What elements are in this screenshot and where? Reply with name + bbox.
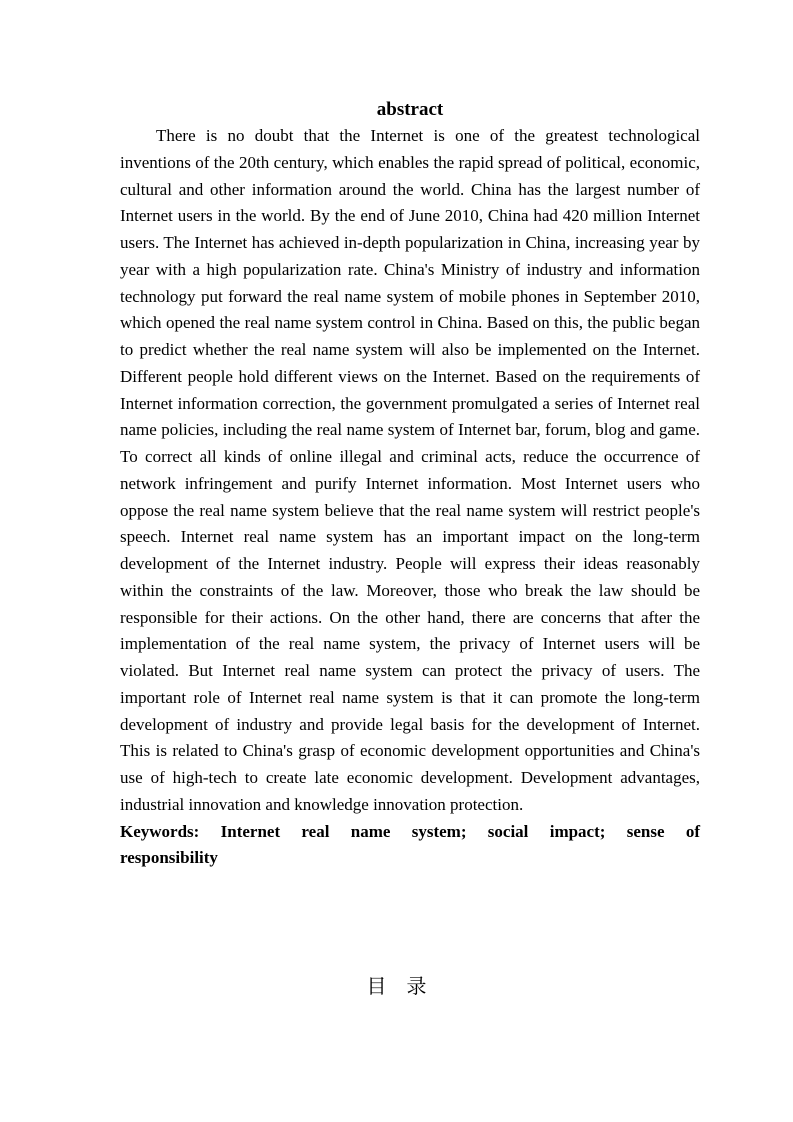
abstract-section [120,97,700,872]
abstract-body: There is no doubt that the Internet is one of the greatest technological inventions of the 20th century, which enables the rapid spread of political, economic, cultural and other information around the world. China has the largest number of Internet users in the world. By the end of June 2010, China had 420 million Internet users. The Internet has achieved in-depth popularization in China, increasing year by year with a high popularization rate. China's Ministry of industry and information technology put forward the real name system of mobile phones in September 2010, which opened the real name system control in China. Based on this, the public began to predict whether the real name system will also be implemented on the Internet. Different people hold different views on the Internet. Based on the requirements of Internet information correction, the government promulgated a series of Internet real name policies, including the real name system of Internet bar, forum, blog and game. To correct all kinds of online illegal and criminal acts, reduce the occurrence of network infringement and purify Internet information. Most Internet users who oppose the real name system believe that the real name system will restrict people's speech. Internet real name system has an important impact on the long-term development of the Internet industry. People will express their ideas reasonably within the constraints of the law. Moreover, those who break the law should be responsible for their actions. On the other hand, there are concerns that after the implementation of the real name system, the privacy of Internet users will be violated. But Internet real name system can protect the privacy of users. The important role of Internet real name system is that it can promote the long-term development of industry and provide legal basis for the development of Internet. This is related to China's grasp of economic development opportunities and China's use of high-tech to create late economic development. Development advantages, industrial innovation and knowledge innovation protection. [120,126,700,814]
toc-title: 目录 [366,974,447,998]
keywords-line: Keywords: Internet real name system; social impact; sense of responsibility [120,821,700,868]
abstract-title: abstract [376,99,444,120]
